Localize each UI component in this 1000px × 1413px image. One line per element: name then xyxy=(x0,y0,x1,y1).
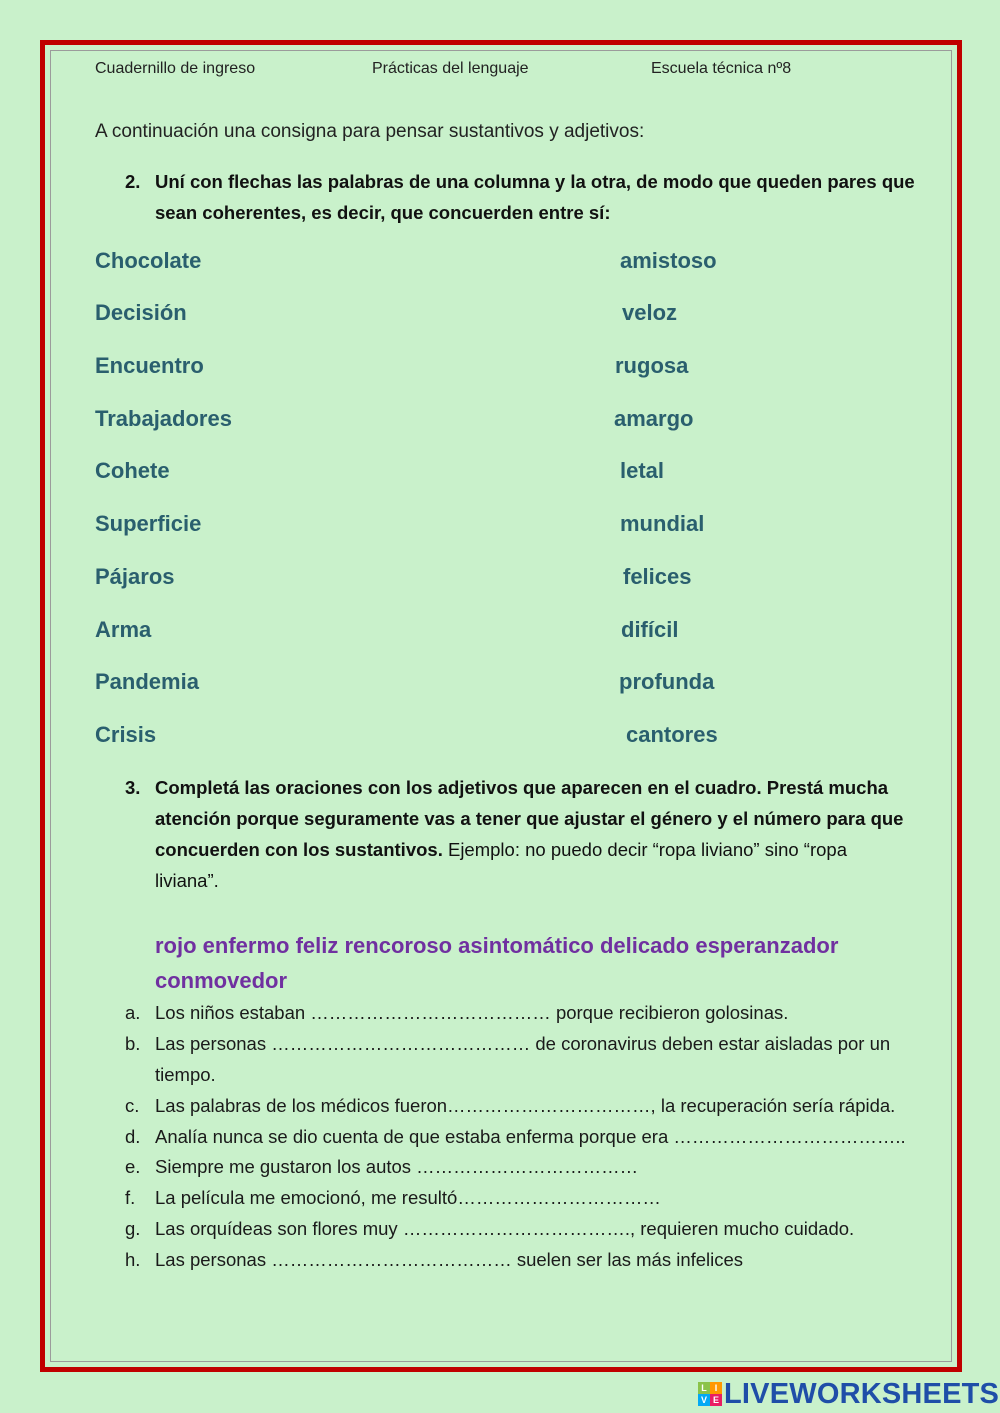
adjective-item[interactable]: rugosa xyxy=(615,353,689,378)
sentence-letter: a. xyxy=(125,1002,141,1023)
sentence-text[interactable]: La película me emocionó, me resultó…………………………… xyxy=(155,1187,661,1208)
adjective-item[interactable]: cantores xyxy=(626,722,718,747)
logo-mark-letter: L xyxy=(698,1382,710,1394)
sentence-letter: g. xyxy=(125,1218,141,1239)
question-3-bold-text: Completá las oraciones con los adjetivos que aparecen en el cuadro. Prestá mucha atención porque seguramente vas a tener que ajustar el género y el número para que concuerden con los sustantivos. xyxy=(155,777,904,860)
question-3-number: 3. xyxy=(125,777,141,798)
header-school: Escuela técnica nº8 xyxy=(651,60,792,77)
adjective-word-bank: rojo enfermo feliz rencoroso asintomático delicado esperanzador conmovedor xyxy=(155,933,839,993)
sentence-text[interactable]: Las orquídeas son flores muy ………………………………., requieren mucho cuidado. xyxy=(155,1218,855,1239)
noun-item[interactable]: Crisis xyxy=(95,722,157,747)
logo-mark-letter: V xyxy=(698,1394,710,1406)
adjective-item[interactable]: letal xyxy=(620,458,665,483)
noun-item[interactable]: Pájaros xyxy=(95,564,175,589)
sentence-letter: h. xyxy=(125,1249,141,1270)
adjective-item[interactable]: difícil xyxy=(621,617,679,642)
sentence-text[interactable]: Las palabras de los médicos fueron……………………………, la recuperación sería rápida. xyxy=(155,1095,896,1116)
adjective-item[interactable]: mundial xyxy=(620,511,705,536)
sentence-letter: f. xyxy=(125,1187,136,1208)
logo-mark-letter: I xyxy=(710,1382,722,1394)
noun-item[interactable]: Arma xyxy=(95,617,152,642)
question-3-example: Ejemplo: no puedo decir “ropa liviano” sino “ropa liviana”. xyxy=(155,839,847,891)
noun-item[interactable]: Trabajadores xyxy=(95,406,232,431)
logo-text: LIVEWORKSHEETS xyxy=(724,1377,1000,1410)
sentence-text[interactable]: Los niños estaban ………………………………… porque recibieron golosinas. xyxy=(155,1002,789,1023)
liveworksheets-logo xyxy=(698,1378,999,1410)
sentence-letter: e. xyxy=(125,1156,141,1177)
sentence-text[interactable]: Analía nunca se dio cuenta de que estaba enferma porque era ……………………………….. xyxy=(155,1126,906,1147)
header-subject: Prácticas del lenguaje xyxy=(372,60,529,77)
noun-item[interactable]: Cohete xyxy=(95,458,170,483)
sentence-text[interactable]: Las personas ………………………………… suelen ser las más infelices xyxy=(155,1249,744,1270)
sentence-text[interactable]: Las personas …………………………………… de coronavirus deben estar aisladas por un tiempo. xyxy=(155,1033,891,1085)
noun-item[interactable]: Encuentro xyxy=(95,353,204,378)
noun-item[interactable]: Pandemia xyxy=(95,669,199,694)
adjective-item[interactable]: felices xyxy=(623,564,692,589)
noun-item[interactable]: Chocolate xyxy=(95,248,202,273)
header-course: Cuadernillo de ingreso xyxy=(95,60,256,77)
question-2-number: 2. xyxy=(125,171,141,192)
logo-mark-icon xyxy=(698,1382,722,1406)
adjective-item[interactable]: amistoso xyxy=(620,248,717,273)
question-2-text: Uní con flechas las palabras de una columna y la otra, de modo que queden pares que sean coherentes, es decir, que concuerden entre sí: xyxy=(155,171,915,223)
question-3-text xyxy=(155,772,915,896)
logo-mark-letter: E xyxy=(710,1394,722,1406)
noun-item[interactable]: Superficie xyxy=(95,511,202,536)
sentence-text[interactable]: Siempre me gustaron los autos ……………………………… xyxy=(155,1156,639,1177)
noun-item[interactable]: Decisión xyxy=(95,300,187,325)
sentence-letter: d. xyxy=(125,1126,141,1147)
adjective-item[interactable]: profunda xyxy=(619,669,715,694)
intro-text: A continuación una consigna para pensar sustantivos y adjetivos: xyxy=(95,121,645,142)
sentence-letter: c. xyxy=(125,1095,140,1116)
adjective-item[interactable]: veloz xyxy=(622,300,678,325)
sentence-letter: b. xyxy=(125,1033,141,1054)
adjective-item[interactable]: amargo xyxy=(614,406,694,431)
